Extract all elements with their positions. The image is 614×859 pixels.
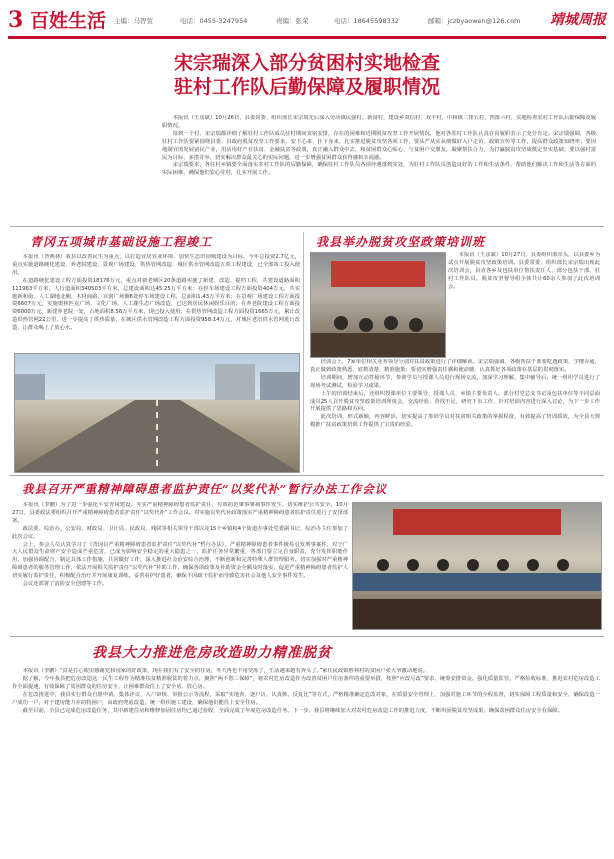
article4-p4: 会议还部署了消防安全创建等工作。 [22, 581, 108, 588]
article1-body [162, 115, 596, 223]
article4-p2: 政法委、综治办、公安局、财政局、卫计局、民政局、残联等相关领导干部以及15个乡镇和4个街道办事处党委副书记、综治办主任参加了此次会议。 [12, 525, 348, 540]
article3-body-bottom [310, 359, 600, 471]
article3-body-top [448, 252, 600, 356]
article3-heading: 我县举办脱贫攻坚政策培训班 [316, 235, 486, 249]
article5-p3: 在危改推进中，我县实行群众自愿申请、集体评议、入户审核、审批公示等流程，采取“实地查、逐户访、认真核、反复比”等方式，严格精准确定危改对象，在质量安全管理上，加强对施工环节的全程监督，切实保障工程质量和安全，确保改造一户成功一户，对于建房能力差的特困户，由政府兜底改造，统一组织施工建设，确保他们能住上安全住房。 [12, 691, 600, 706]
conference-illustration [353, 503, 601, 629]
article5-p2: 据了解，今年我县把危房改造这一民生工程作为精准扶贫精准脱贫的着力点，聚焦“两不愁三保障”，将农村危房改造作为改善贫困户住房条件的重要举措，按照“应改尽改”要求，统筹安排资金，强化质量监管，严格验收标准，推进农村危房改造工作全面提速，有效保障了贫困群众的住房安全，让困难群众住上了安全房、放心房。 [12, 675, 600, 690]
article5-p4: 截至目前，全县已完成危房改造任务，其中新建住房和维修加固住房均已通过验收，全面完成了年度危房改造任务。下一步，我县将继续加大对农村危房改造工作的推进力度，不断巩固脱贫攻坚成果，确保贫困群众住房安全有保障。 [22, 707, 563, 714]
article4-body [12, 502, 348, 632]
editor-label: 主编：马智萱 [114, 17, 153, 25]
meeting-room-illustration [311, 253, 445, 357]
article4-heading: 我县召开严重精神障碍患者监护责任“以奖代补”暂行办法工作会议 [22, 482, 388, 496]
article3-p2: 培训会上，7家单位相关业务领导分别对扶贫政策进行了详细解读。宋宗瑞强调，各级帮扶干部要吃透政策，学懂弄通，真正做到政策熟悉、底数清楚、精准施策；要切实增强责任感和使命感，认真抓好各项政策在基层的贯彻落实。 [310, 359, 600, 373]
training-meeting-photo [310, 252, 446, 358]
divider [10, 475, 604, 476]
article3-p5: 此次培训，形式新颖，内容鲜活，切实提高了参训学员对扶贫相关政策的掌握程度，有效提高了培训质效，为全县大规模推广扶贫政策培训工作提供了宝贵的经验。 [310, 414, 600, 429]
mobile-label: 电话：18645598332 [334, 17, 399, 25]
article5-heading: 我县大力推进危房改造助力精准脱贫 [92, 645, 332, 661]
divider [10, 636, 604, 637]
email-link[interactable]: 邮箱：jczbyaowen@126.com [428, 17, 521, 25]
article2-p2: 在道路硬化建设工程方面投资18176万元，重点对新老城区20条道路实施了新建、改造、提档工程，共建设道路面积111963平方米，人行道面积340503平方米，总建设面积达45.25万平方米；在停车场建设工程方面投资404万元，共实施新和街、人工湖地北侧、木材商路、百润广场侧6处停车场建设工程，总面积1.43万平方米；在景观广场建设工程方面投资6607万元，实施奥林匹克广场、文化广场、人工湖生态广场改造，已达到居民休闲娱乐目的；在养老院建设工程方面投资6000万元，新建养老院一处，占地面积8.56万平方米，现已投入使用；在供热管网改造工程方面投资1665万元，累计改造供热管网22公里，进一步提高了供热质量；在城区供水管网改造工程方面投资958.14万元，对城区老旧供水管网进行改造，让群众喝上了放心水。 [12, 277, 300, 332]
article4-p1: 本报讯（李鹏）为了进一步强化平安青冈建设，夯实严重精神障碍患者监护责任，有效防范肇事肇祸事件发生，切实维护公共安全，10月27日，县委政法委组织召开严重精神障碍患者监护责任“以奖代补”工作会议。对实施以奖代补政策落实严重精神障碍患者监护责任进行了安排部署。 [12, 502, 348, 524]
article3-p3: 培训期间，增加互动答疑环节，参训学员与授课人员进行现场交流，加深学习理解，集中辅导后，统一组织学员进行了现场考试测试，检验学习成果。 [310, 374, 600, 389]
page-number: 3 [8, 7, 24, 33]
article1-p1: 本报讯（王彦斌）10月26日，县委常委、组织部长宋宗瑞先后深入劳动镇民强村、新富村，建设乡双信村、双丰村，中和镇二排五村，四排六村，实地检查驻村工作队后勤保障及履职情况。 [162, 115, 596, 129]
masthead-logo: 靖城周报 [550, 12, 606, 28]
article2-heading: 青冈五项城市基础设施工程竣工 [30, 235, 213, 249]
column-divider [303, 232, 304, 472]
city-street-illustration [15, 354, 299, 472]
article1-title-line2: 驻村工作队后勤保障及履职情况 [173, 76, 440, 98]
phone-label: 电话：0455-3247954 [180, 17, 248, 25]
page-header [8, 6, 606, 36]
article1-title-line1: 宋宗瑞深入部分贫困村实地检查 [173, 52, 440, 74]
city-street-photo [14, 353, 300, 473]
article4-p3: 会上，参会人员认真学习了《青冈县严重精神障碍患者监护责任“以奖代补”暂行办法》，严重精神障碍患者事件极易引发刑事案件，对于广大人民群众生命财产安全造成严重危害，已成为影响安全稳定的重大隐患之一，监护任务异常繁重，各部门要立足自身职责，充分发挥职能作用，加强协调配合，制定具体工作措施，共同做好工作，深入推进社会治安综合治理，不断创新和完善特殊人群管理服务。切实加强对严重精神障碍患者的服务管理工作，依法开展相关监护责任“以奖代补”补助工作，确保各项政策及补助资金全额及时落实，促进严重精神障碍患者监护人切实履行监护责任，积极配合治疗并开展康复训练，妥善看护好患者，确保不因疏于监护而导致危害社会及他人安全事件发生。 [12, 541, 348, 580]
article2-p1: 本报讯（昝燕林）我县以改善民生为重点，以打造宜居宜业环境、加快生态田园城建设为目标，今年总投资2.7亿元，重点实施道路硬化建设、养老院建设、景观广场建设、供热管网改造、城区供水管网改造五项工程建设，已全部竣工投入使用。 [12, 254, 300, 276]
proof-editor-label: 责编：张荣 [276, 17, 309, 25]
article1-p3: 宋宗瑞要求，各驻村乡镇要全面落实驻村工作队的后勤保障，确保驻村工作队员各项待遇落到实处，为驻村工作队员创造良好的工作和生活条件，帮助他们解决工作和生活等方面的实际困难，确保他们安心驻村，扎实开展工作。 [162, 162, 596, 177]
article5-p1: 本报讯（李鹏）“真是打心眼里感谢党和国家的好政策，现在我们有了安全的住房，冬天再也不用受冻了，生活越来越有奔头了。”家住民政镇胜利村的贫困户张大爷激动地说。 [22, 668, 429, 674]
article3-p1: 本报讯（王彦斌）10月27日，县委组织部牵头，以县委乡为试点开展脱贫攻坚政策培训。县委常委、组织部长宋宗瑞出席此次培训会，县直各乡及包扶单位帮扶责任人、部分包扶干部、驻村工作队员、脱贫攻坚督导组全体共计60余人参加了此次培训会。 [448, 252, 600, 290]
article2-body [12, 254, 300, 350]
conference-photo [352, 502, 602, 630]
article5-body [12, 668, 600, 850]
section-title: 百姓生活 [30, 10, 107, 32]
article3-p4: 上午的培训结束后，还组织授课单位主要领导、授课人员、乡镇主要负责人、部分村党总支书记及包扶单位等不同层面成员25人召开脱贫攻坚政策培训座谈会，交流经验、查找不足，研究下步工作，针对培训内容进行深入讨论，为下一步工作开展提供了思路和方向。 [310, 390, 600, 413]
divider [10, 226, 604, 227]
header-divider [8, 36, 606, 39]
article1-p2: 每到一个村，宋宗瑞都详细了解驻村工作队成员驻村期间食宿安排，存在的困难和近期脱贫攻坚工作开展情况，他对各驻村工作队认真在岗履职表示了充分肯定。宋宗瑞强调，各级驻村工作队要紧围绕县委、县政府脱贫攻坚工作要求，安下心来、扑下身来，扎实推进脱贫攻坚各项工作，要从严从实从细做好入户走访、政策宣传等工作，提高群众政策知晓率；要因地制宜的发展富民产业，用活用好产业扶贫、金融扶贫等政策，真正融入群众中去，和贫困群众心贴心、与贫困户交朋友，凝聚帮扶合力，为打赢脱贫攻坚战奠定坚实基础；要以强村富民为目标，多措并举，切实解决群众最关心的实际问题，进一步增强贫困群众获得感和幸福感。 [162, 130, 596, 161]
